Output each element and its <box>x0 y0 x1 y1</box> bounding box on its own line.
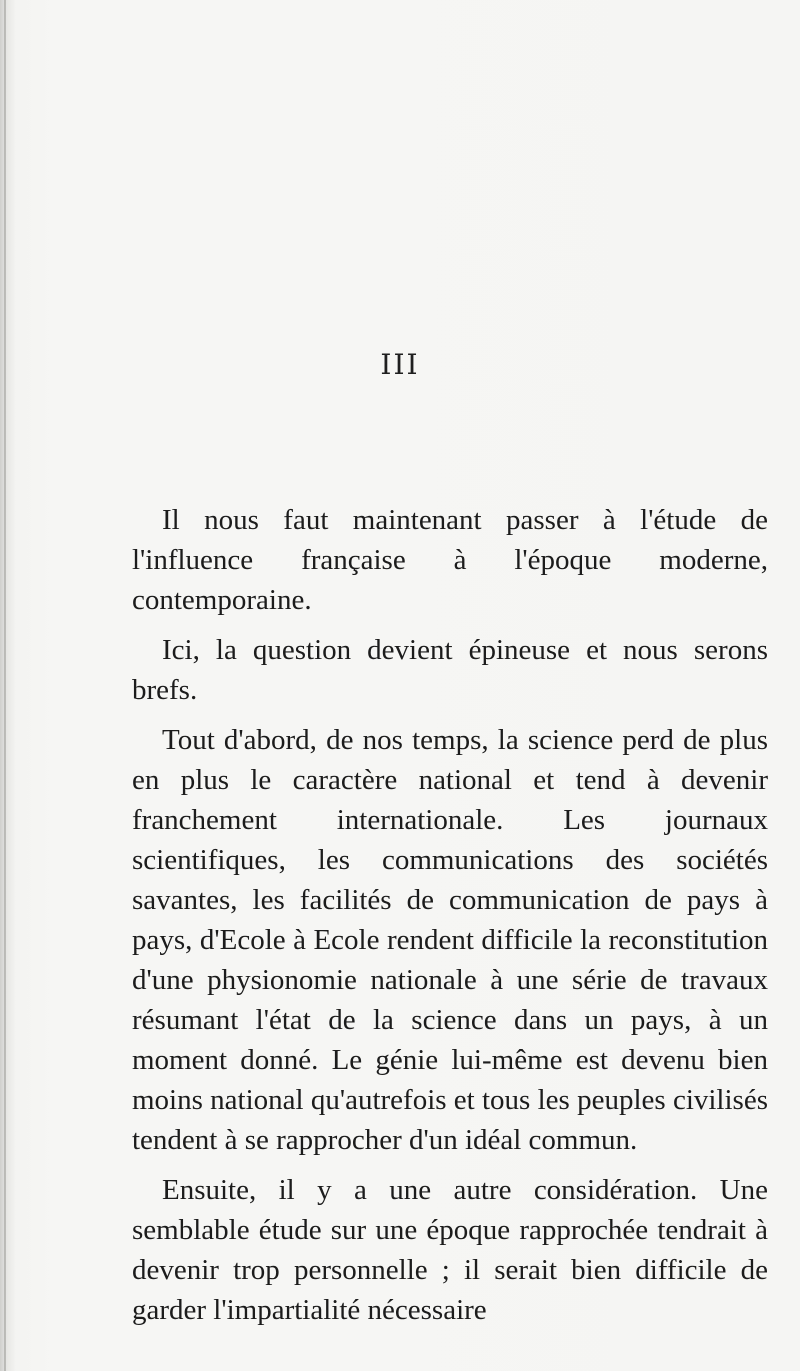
page-gutter-edge <box>4 0 6 1371</box>
chapter-heading: III <box>380 348 420 381</box>
paragraph: Il nous faut maintenant passer à l'étude de l'influence française à l'époque moderne, contemporaine. <box>132 504 768 616</box>
body-text <box>132 500 768 1340</box>
paragraph: Ici, la question devient épineuse et nous serons brefs. <box>132 634 768 706</box>
paragraph: Tout d'abord, de nos temps, la science perd de plus en plus le caractère national et tend à devenir franchement internationale. Les journaux scientifiques, les communications des sociétés savantes, les facilités de communication de pays à pays, d'Ecole à Ecole rendent difficile la reconstitution d'une physionomie nationale à une série de travaux résumant l'état de la science dans un pays, à un moment donné. Le génie lui-même est devenu bien moins national qu'autrefois et tous les peuples civilisés tendent à se rapprocher d'un idéal commun. <box>132 724 768 1156</box>
paragraph: Ensuite, il y a une autre considération. Une semblable étude sur une époque rapprochée tendrait à devenir trop personnelle ; il serait bien difficile de garder l'impartialité nécessaire <box>132 1174 768 1326</box>
